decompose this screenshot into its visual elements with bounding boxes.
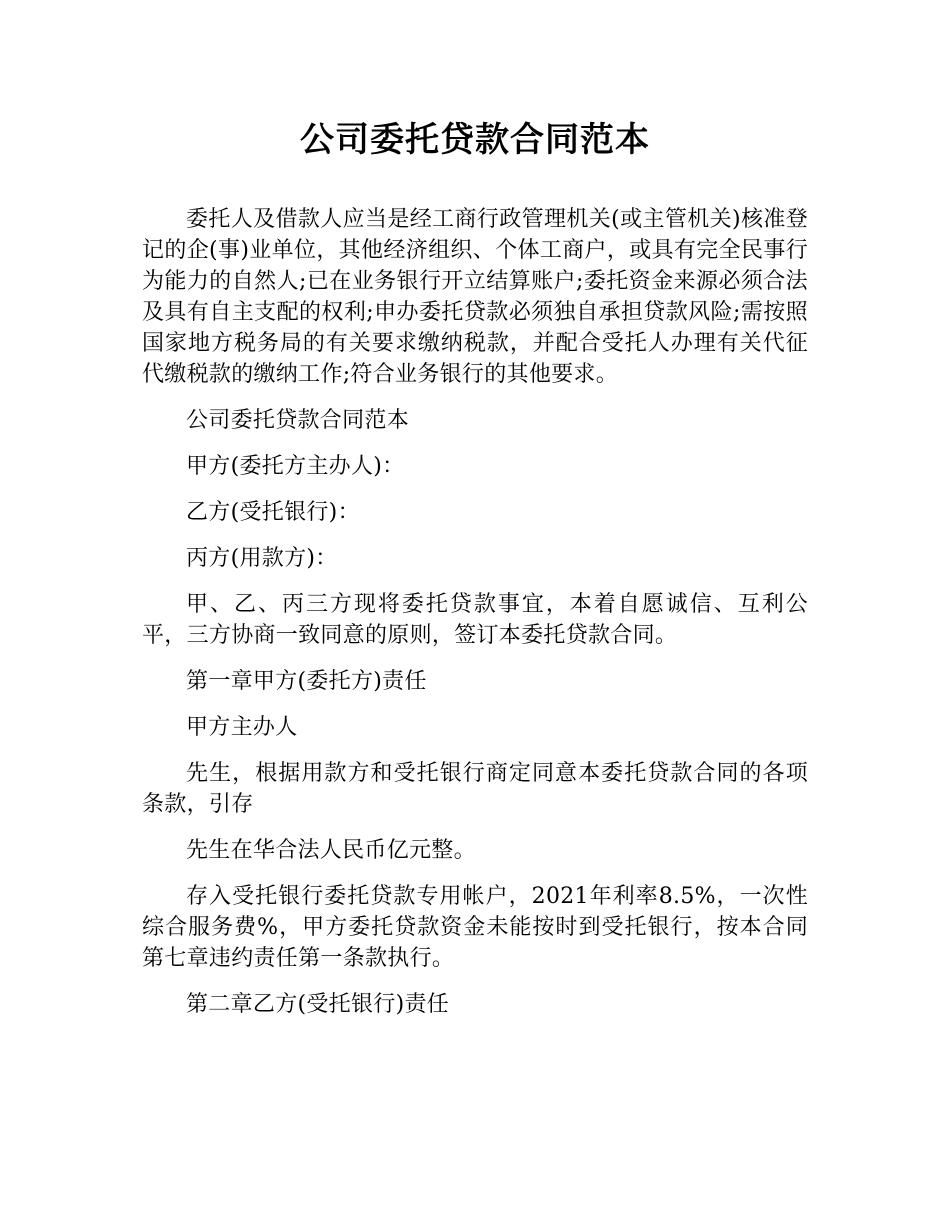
paragraph-party-a-sponsor: 甲方主办人 [186, 715, 298, 740]
paragraph-chapter-two: 第二章乙方(受托银行)责任 [186, 992, 450, 1017]
paragraph-funds: 先生在华合法人民币亿元整。 [186, 838, 476, 863]
paragraph-deposit-terms: 存入受托银行委托贷款专用帐户，2021年利率8.5%，一次性综合服务费%，甲方委托贷款资金未能按时到受托银行，按本合同第七章违约责任第一条款执行。 [142, 884, 808, 971]
paragraph-contract-heading: 公司委托贷款合同范本 [186, 408, 410, 433]
paragraph-chapter-one: 第一章甲方(委托方)责任 [186, 669, 427, 694]
document-body [142, 204, 808, 1035]
document-title: 公司委托贷款合同范本 [300, 120, 650, 160]
paragraph-agreement: 甲、乙、丙三方现将委托贷款事宜，本着自愿诚信、互利公平，三方协商一致同意的原则，签订本委托贷款合同。 [142, 592, 808, 648]
paragraph-party-c: 丙方(用款方)： [186, 546, 338, 571]
paragraph-terms-agreed: 先生，根据用款方和受托银行商定同意本委托贷款合同的各项条款，引存 [142, 761, 808, 817]
paragraph-eligibility: 委托人及借款人应当是经工商行政管理机关(或主管机关)核准登记的企(事)业单位，其他经济组织、个体工商户，或具有完全民事行为能力的自然人;已在业务银行开立结算账户;委托资金来源必须合法及具有自主支配的权利;申办委托贷款必须独自承担贷款风险;需按照国家地方税务局的有关要求缴纳税款，并配合受托人办理有关代征代缴税款的缴纳工作;符合业务银行的其他要求。 [142, 207, 808, 387]
paragraph-party-b: 乙方(受托银行)： [186, 500, 360, 525]
paragraph-party-a: 甲方(委托方主办人)： [186, 454, 405, 479]
